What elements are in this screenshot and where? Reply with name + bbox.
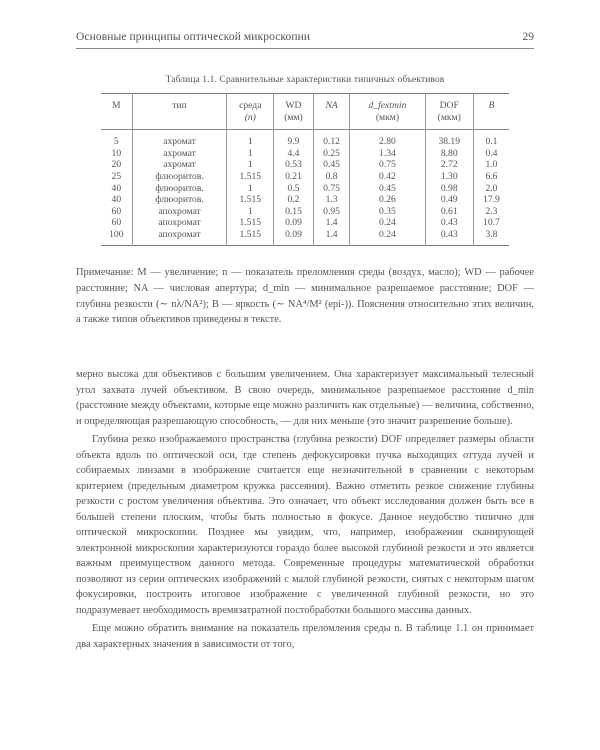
- table-row: [101, 229, 509, 245]
- table-cell: 1.3: [313, 194, 349, 206]
- table-cell: 0.75: [313, 183, 349, 195]
- col-header-wd: WD: [274, 94, 314, 112]
- table-cell: 1.515: [227, 229, 274, 245]
- table-cell: 1.515: [227, 171, 274, 183]
- col-header-b: B: [488, 100, 495, 111]
- table-cell: 0.98: [425, 183, 473, 195]
- table-row: [101, 130, 509, 148]
- col-unit-b: [473, 112, 509, 130]
- table-cell: 1: [227, 148, 274, 160]
- table-row: [101, 171, 509, 183]
- table-cell: 20: [101, 159, 132, 171]
- table-cell: 2.72: [425, 159, 473, 171]
- table-row: [101, 217, 509, 229]
- running-header: [76, 31, 534, 47]
- table-cell: 0.35: [350, 206, 425, 218]
- table-cell: 38.19: [425, 130, 473, 148]
- col-unit-type: [132, 112, 227, 130]
- table-cell: 2.3: [485, 205, 498, 217]
- paragraph: Глубина резко изображаемого пространства (глубина резкости) DOF определяет размеры области объекта вдоль по оптической оси, где степень дефокусировки пучка выходящих оттуда лучей и собираемых линзами в изображение считается еще незначительной в сравнении с некоторым критерием (предельным диаметром кружка рассеяния). Важно отметить резкое снижение глубины резкости с ростом увеличения объектива. Это означает, что объект исследования должен быть все в большей степени плоским, чтобы быть полностью в фокусе. Данное неудобство типично для оптической микроскопии. Позднее мы увидим, что, например, изображения сканирующей электронной микроскопии характеризуются гораздо более высокой глубиной резкости и это является важным преимуществом данного метода. Современные процедуры математической обработки позволяют из серии оптических изображений с малой глубиной резкости, снятых с некоторым шагом фокусировки, построить итоговое изображение с увеличенной глубиной резкости, но это подразумевает необходимость времязатратной постобработки большого массива данных.: [76, 434, 534, 616]
- col-header-type: тип: [132, 94, 227, 112]
- table-cell: 40: [101, 194, 132, 206]
- table-cell: 0.8: [313, 171, 349, 183]
- table-cell: 1.30: [425, 171, 473, 183]
- table-cell: 0.42: [350, 171, 425, 183]
- col-header-m: M: [101, 94, 132, 112]
- table-cell: 0.45: [313, 159, 349, 171]
- table-cell: 0.1: [485, 136, 498, 148]
- table-cell: 0.09: [274, 217, 314, 229]
- table-cell: 1: [227, 159, 274, 171]
- table-cell: 0.61: [425, 206, 473, 218]
- table-cell: апохромат: [132, 229, 227, 245]
- table-cell: 60: [101, 206, 132, 218]
- table-cell: 1: [227, 130, 274, 148]
- table-cell: 1.515: [227, 194, 274, 206]
- table-caption: Таблица 1.1. Сравнительные характеристики типичных объективов: [165, 75, 445, 85]
- col-unit-na: [313, 112, 349, 130]
- table-cell: 0.4: [485, 147, 498, 159]
- table-cell: 8.80: [425, 148, 473, 160]
- table-cell: 100: [101, 229, 132, 245]
- table-row: [101, 206, 509, 218]
- table-cell: 0.25: [313, 148, 349, 160]
- body-text: [76, 367, 534, 652]
- paragraph: мерно высока для объективов с большим увеличением. Она характеризует максимальный телесный угол захвата лучей объективом. В свою очередь, минимальное разрешаемое расстояние d_min (расстояние между объектами, которые еще можно различить как отдельные) — величина, собственно, и определяющая разрешающую способность, — для них меньше (это значит разрешение больше).: [76, 369, 534, 427]
- table-cell: 0.21: [274, 171, 314, 183]
- table-cell: 1.515: [227, 217, 274, 229]
- col-unit-m: [101, 112, 132, 130]
- objectives-table: [101, 93, 509, 246]
- table-body: [101, 130, 509, 245]
- table-cell: 0.2: [274, 194, 314, 206]
- table-cell: ахромат: [132, 130, 227, 148]
- table-cell: 10.7: [483, 217, 500, 229]
- table-cell: 10: [101, 148, 132, 160]
- table-cell: 1.4: [313, 229, 349, 245]
- table-cell: 25: [101, 171, 132, 183]
- table-cell: 5: [101, 130, 132, 148]
- table-header-row: [101, 94, 509, 112]
- table-cell: 0.43: [425, 229, 473, 245]
- table-cell: 0.24: [350, 217, 425, 229]
- col-unit-dof: (мкм): [425, 112, 473, 130]
- table-cell: 0.75: [350, 159, 425, 171]
- col-header-medium: среда: [227, 94, 274, 112]
- table-cell: 0.49: [425, 194, 473, 206]
- header-rule: [76, 48, 534, 49]
- table-cell: флюоритов.: [132, 183, 227, 195]
- table-cell: 17.9: [483, 194, 500, 206]
- col-unit-dmin: (мкм): [350, 112, 425, 130]
- table-cell: 60: [101, 217, 132, 229]
- table-cell: 0.12: [313, 130, 349, 148]
- table-row: [101, 148, 509, 160]
- table-cell: 1: [227, 183, 274, 195]
- table-cell: 2.80: [350, 130, 425, 148]
- table-cell: 0.95: [313, 206, 349, 218]
- table-cell: ахромат: [132, 148, 227, 160]
- table-cell: 3.8: [485, 228, 498, 240]
- table-cell: 1.34: [350, 148, 425, 160]
- table-units-row: [101, 112, 509, 130]
- table-cell: 0.15: [274, 206, 314, 218]
- table-cell: 1.0: [485, 159, 498, 171]
- paragraph: Еще можно обратить внимание на показатель преломления среды n. В таблице 1.1 он принимает два характерных значения в зависимости от того,: [76, 623, 534, 650]
- table-cell: 1.4: [313, 217, 349, 229]
- page-number: 29: [522, 31, 534, 43]
- table-cell: 4.4: [274, 148, 314, 160]
- table-cell: 1: [227, 206, 274, 218]
- table-cell: 6.6: [485, 170, 498, 182]
- table-cell: 0.26: [350, 194, 425, 206]
- table-cell: апохромат: [132, 217, 227, 229]
- running-title: Основные принципы оптической микроскопии: [76, 31, 311, 43]
- col-unit-wd: (мм): [274, 112, 314, 130]
- col-header-dof: DOF: [425, 94, 473, 112]
- col-header-dmin: d_fextmin: [350, 94, 425, 112]
- table-cell: 0.53: [274, 159, 314, 171]
- table-cell: ахромат: [132, 159, 227, 171]
- col-unit-medium: (n): [227, 112, 274, 130]
- table-cell: 0.43: [425, 217, 473, 229]
- col-header-na: NA: [313, 94, 349, 112]
- table-cell: апохромат: [132, 206, 227, 218]
- table-cell: 40: [101, 183, 132, 195]
- table-cell: 0.24: [350, 229, 425, 245]
- table-cell: 9.9: [274, 130, 314, 148]
- table-cell: 0.5: [274, 183, 314, 195]
- table-row: [101, 194, 509, 206]
- table-cell: флюоритов.: [132, 171, 227, 183]
- table-row: [101, 159, 509, 171]
- table-cell: 0.45: [350, 183, 425, 195]
- table-cell: 2.0: [485, 182, 498, 194]
- table-row: [101, 183, 509, 195]
- table-cell: флюоритов.: [132, 194, 227, 206]
- table-cell: 0.09: [274, 229, 314, 245]
- table-note: Примечание: M — увеличение; n — показатель преломления среды (воздух, масло); WD — рабочее расстояние; NA — числовая апертура; d_min — минимальное разрешаемое расстояние; DOF — глубина резкости (∼ nλ/NA²); B — яркость (∼ NA⁴/M² (epi-)). Пояснения относительно этих величин, а также типов объективов приведены в тексте.: [76, 267, 534, 326]
